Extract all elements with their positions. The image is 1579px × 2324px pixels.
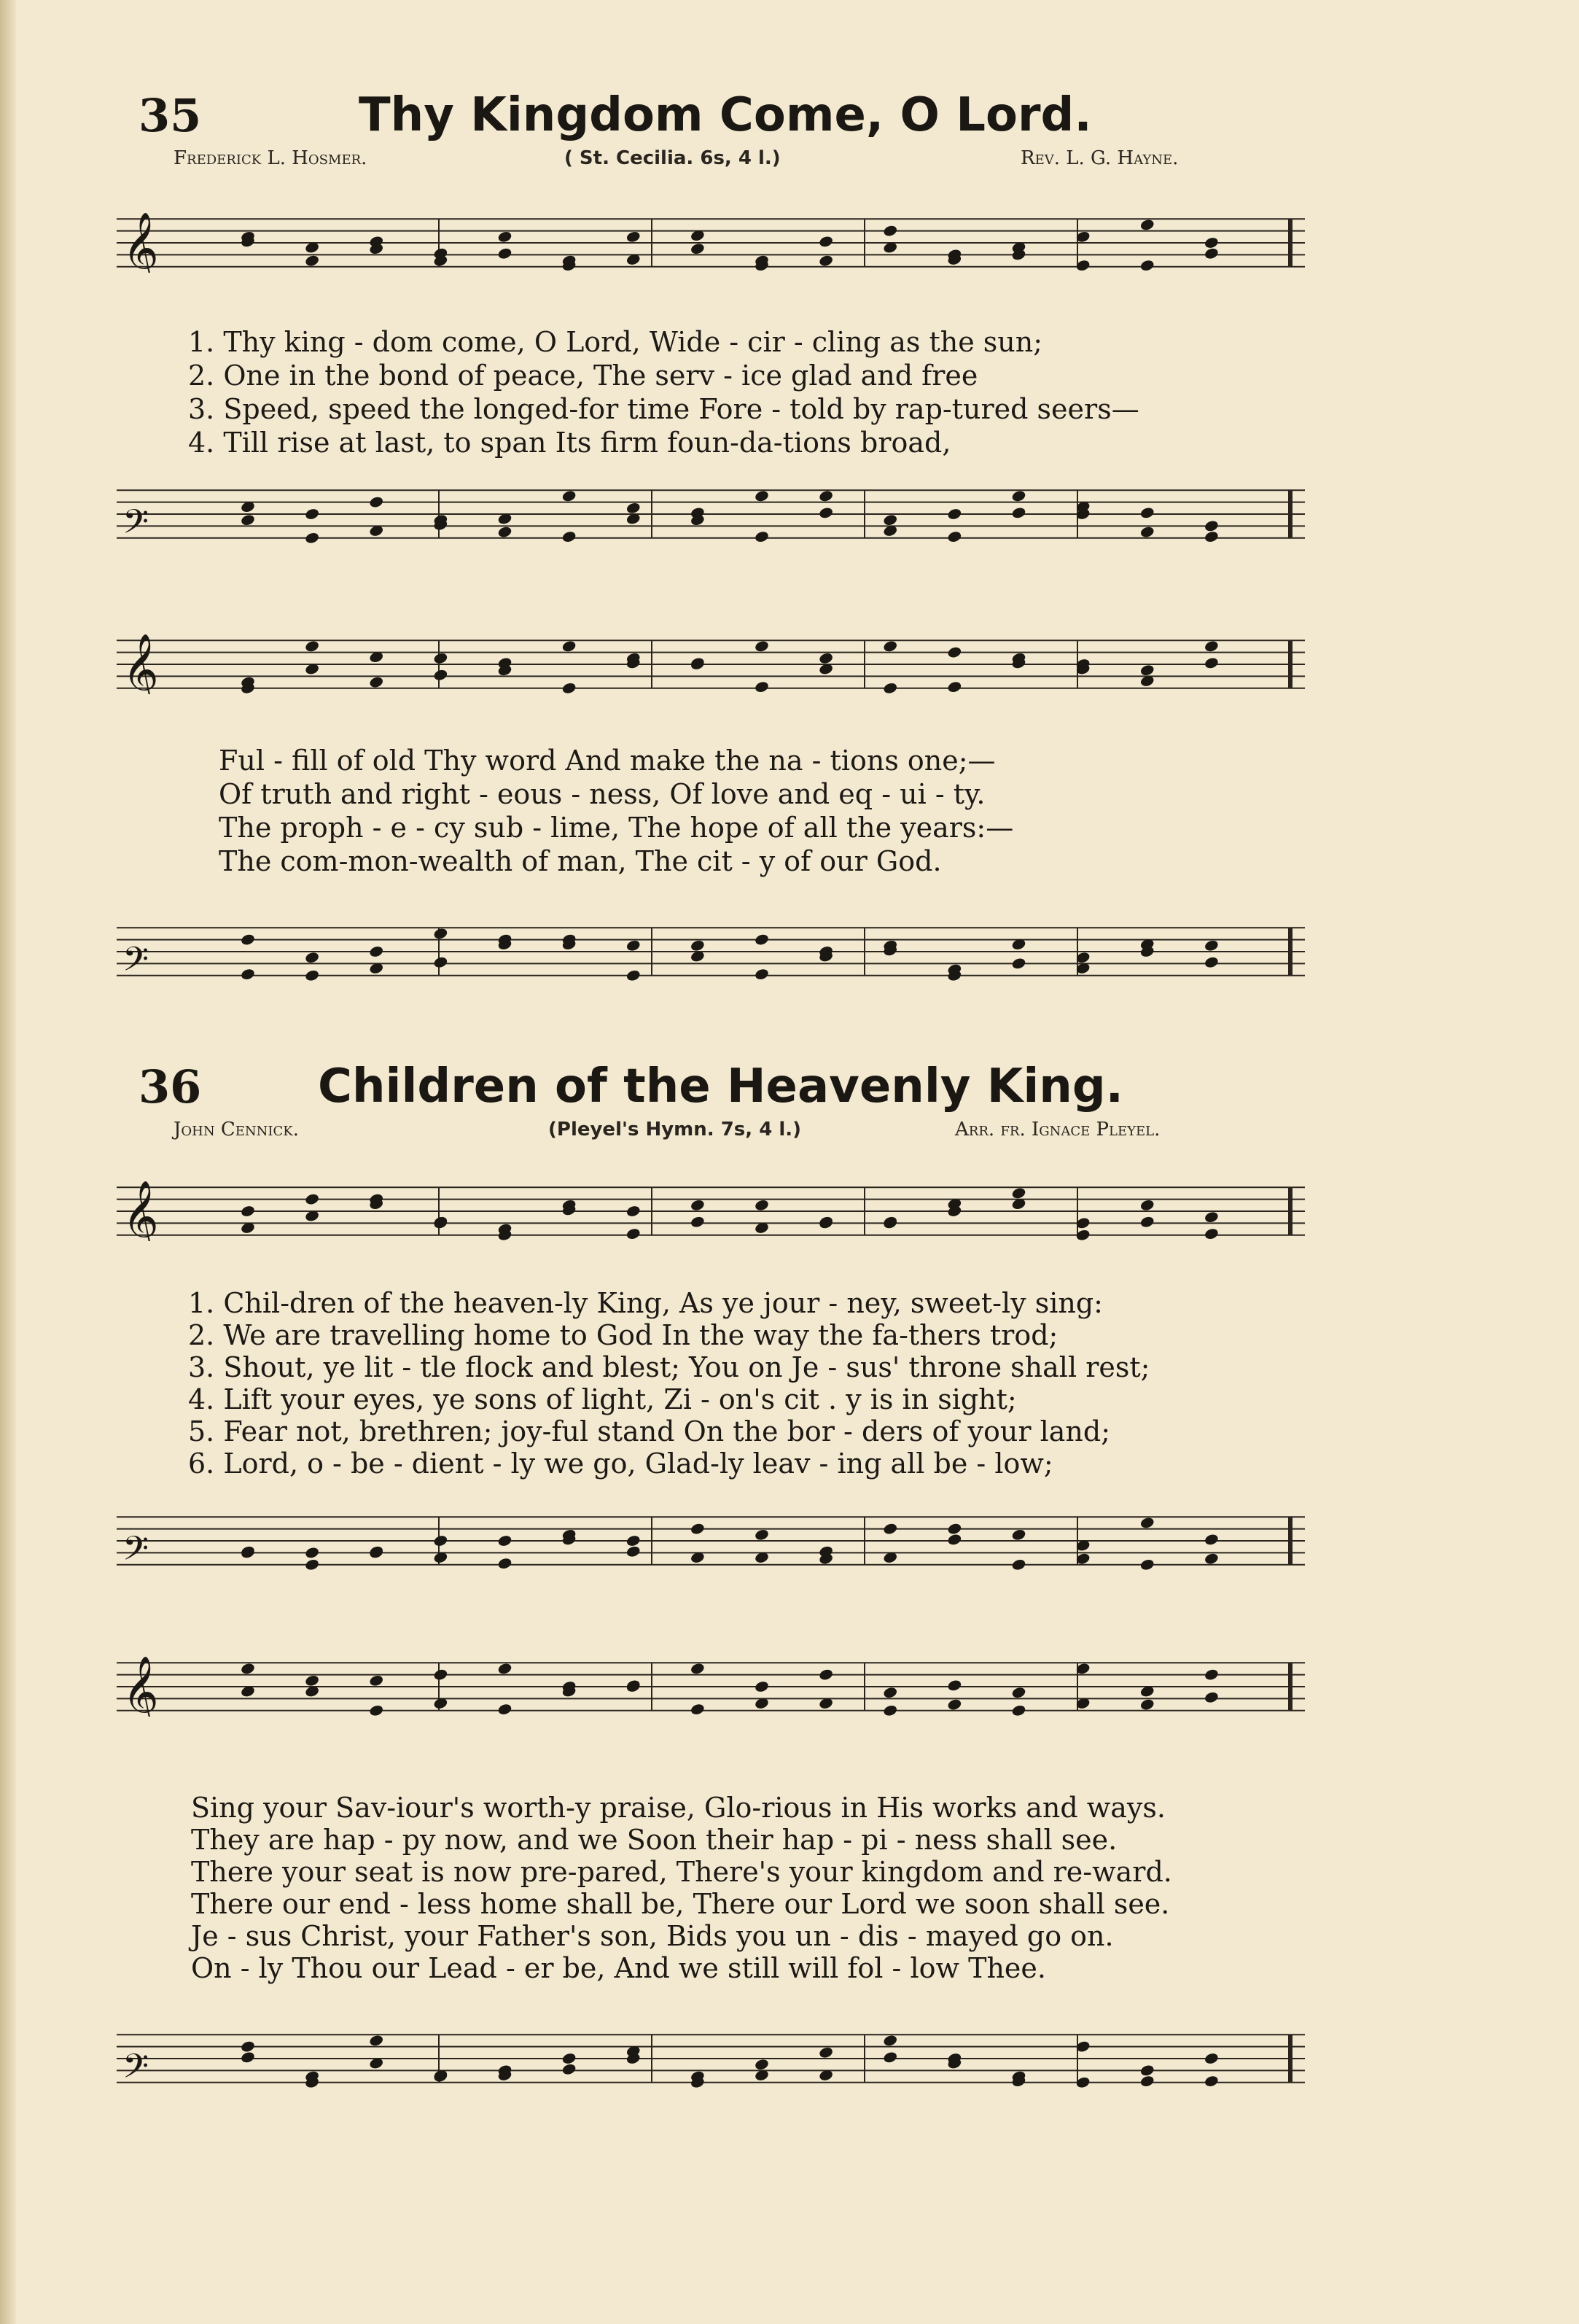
hymn-composer: Rev. L. G. Hayne. bbox=[1021, 147, 1179, 169]
note-head bbox=[625, 502, 641, 515]
note-head bbox=[818, 1668, 833, 1681]
note-head bbox=[754, 2058, 769, 2071]
note-head bbox=[1139, 1558, 1155, 1571]
note-head bbox=[1139, 1199, 1155, 1212]
note-head bbox=[1204, 939, 1219, 952]
note-head bbox=[1139, 1216, 1155, 1229]
note-head bbox=[1011, 506, 1026, 519]
lyric-line: 4. Till rise at last, to span Its firm foun-da-tions broad, bbox=[188, 427, 951, 459]
note-head bbox=[1139, 218, 1155, 231]
note-head bbox=[304, 1558, 319, 1571]
note-head bbox=[240, 933, 255, 946]
note-head bbox=[497, 1662, 512, 1675]
note-head bbox=[690, 1703, 705, 1716]
note-head bbox=[754, 640, 769, 653]
note-head bbox=[369, 1674, 384, 1687]
note-head bbox=[304, 1546, 319, 1559]
lyric-line: 1. Chil-dren of the heaven-ly King, As ye jour - ney, sweet-ly sing: bbox=[188, 1287, 1103, 1319]
treble-clef-icon: 𝄞 bbox=[122, 634, 159, 694]
note-head bbox=[947, 680, 962, 693]
lyric-line: 2. One in the bond of peace, The serv - ice glad and free bbox=[188, 360, 978, 392]
note-head bbox=[947, 1533, 962, 1546]
note-head bbox=[433, 927, 448, 940]
note-head bbox=[497, 1703, 512, 1716]
lyric-line: 4. Lift your eyes, ye sons of light, Zi - on's cit . y is in sight; bbox=[188, 1383, 1017, 1415]
note-head bbox=[690, 242, 705, 255]
hymn-author: John Cennick. bbox=[174, 1119, 300, 1140]
lyric-line: 3. Shout, ye lit - tle flock and blest; You on Je - sus' throne shall rest; bbox=[188, 1351, 1150, 1383]
note-head bbox=[754, 1680, 769, 1693]
note-head bbox=[304, 1192, 319, 1205]
note-head bbox=[690, 1216, 705, 1229]
note-head bbox=[754, 1528, 769, 1542]
note-head bbox=[497, 1534, 512, 1547]
bass-clef-icon: 𝄢 bbox=[122, 1529, 149, 1571]
note-head bbox=[754, 968, 769, 981]
note-head bbox=[240, 513, 255, 526]
note-head bbox=[561, 640, 577, 653]
note-head bbox=[1204, 1552, 1219, 1565]
note-head bbox=[1204, 519, 1219, 532]
staff-drawing bbox=[117, 634, 1305, 694]
note-head bbox=[754, 680, 769, 693]
note-head bbox=[240, 1545, 255, 1558]
music-staff-bass bbox=[117, 484, 1305, 544]
note-head bbox=[883, 682, 898, 694]
note-head bbox=[497, 230, 512, 244]
note-head bbox=[240, 968, 255, 981]
hymn-tune: (Pleyel's Hymn. 7s, 4 l.) bbox=[548, 1119, 802, 1140]
staff-drawing bbox=[117, 922, 1305, 982]
lyric-line: 6. Lord, o - be - dient - ly we go, Glad-ly leav - ing all be - low; bbox=[188, 1447, 1053, 1480]
note-head bbox=[818, 489, 833, 502]
music-staff-treble bbox=[117, 213, 1305, 273]
note-head bbox=[369, 2034, 384, 2047]
note-head bbox=[1139, 664, 1155, 677]
note-head bbox=[1139, 1698, 1155, 1711]
note-head bbox=[433, 669, 448, 682]
bass-clef-icon: 𝄢 bbox=[122, 502, 149, 544]
note-head bbox=[369, 1545, 384, 1558]
staff-drawing bbox=[117, 2029, 1305, 2088]
note-head bbox=[1204, 656, 1219, 669]
note-head bbox=[625, 230, 641, 244]
note-head bbox=[1204, 640, 1219, 653]
lyric-line: On - ly Thou our Lead - er be, And we still will fol - low Thee. bbox=[191, 1952, 1046, 1984]
lyric-line: Sing your Sav-iour's worth-y praise, Glo-rious in His works and ways. bbox=[191, 1792, 1166, 1824]
note-head bbox=[369, 1704, 384, 1717]
note-head bbox=[625, 1545, 641, 1558]
page-binding-edge bbox=[0, 0, 16, 2324]
staff-drawing bbox=[117, 1511, 1305, 1571]
note-head bbox=[497, 247, 512, 260]
note-head bbox=[818, 235, 833, 248]
note-head bbox=[690, 1522, 705, 1535]
lyric-line: Ful - fill of old Thy word And make the na - tions one;— bbox=[219, 745, 996, 777]
note-head bbox=[883, 2051, 898, 2064]
note-head bbox=[561, 2052, 577, 2065]
note-head bbox=[240, 2040, 255, 2053]
note-head bbox=[690, 1662, 705, 1675]
note-head bbox=[883, 224, 898, 237]
note-head bbox=[1139, 525, 1155, 538]
note-head bbox=[947, 530, 962, 543]
note-head bbox=[1011, 957, 1026, 970]
note-head bbox=[1011, 1528, 1026, 1542]
hymn-title: Children of the Heavenly King. bbox=[318, 1060, 1123, 1114]
note-head bbox=[433, 1668, 448, 1681]
lyric-line: The proph - e - cy sub - lime, The hope of all the years:— bbox=[219, 812, 1014, 844]
note-head bbox=[883, 1522, 898, 1535]
note-head bbox=[818, 2046, 833, 2059]
note-head bbox=[818, 254, 833, 267]
note-head bbox=[369, 495, 384, 508]
note-head bbox=[1204, 2075, 1219, 2088]
treble-clef-icon: 𝄞 bbox=[122, 1181, 159, 1241]
note-head bbox=[1011, 489, 1026, 502]
note-head bbox=[947, 1679, 962, 1692]
note-head bbox=[1204, 530, 1219, 543]
note-head bbox=[883, 2034, 898, 2047]
note-head bbox=[433, 956, 448, 969]
note-head bbox=[561, 682, 577, 694]
lyric-line: They are hap - py now, and we Soon their hap - pi - ness shall see. bbox=[191, 1824, 1118, 1856]
hymn-author: Frederick L. Hosmer. bbox=[174, 147, 367, 169]
note-head bbox=[497, 525, 512, 538]
hymn-tune: ( St. Cecilia. 6s, 4 l.) bbox=[564, 147, 781, 169]
note-head bbox=[690, 656, 705, 669]
note-head bbox=[1204, 1691, 1219, 1704]
note-head bbox=[883, 640, 898, 653]
note-head bbox=[690, 939, 705, 952]
lyric-line: 5. Fear not, brethren; joy-ful stand On the bor - ders of your land; bbox=[188, 1415, 1111, 1447]
lyric-line: There your seat is now pre-pared, There's your kingdom and re-ward. bbox=[191, 1856, 1172, 1888]
note-head bbox=[754, 933, 769, 946]
note-head bbox=[883, 513, 898, 526]
note-head bbox=[754, 1199, 769, 1212]
lyric-line: 2. We are travelling home to God In the way the fa-thers trod; bbox=[188, 1319, 1058, 1351]
staff-drawing bbox=[117, 213, 1305, 273]
note-head bbox=[690, 1199, 705, 1212]
note-head bbox=[433, 652, 448, 665]
lyric-line: 3. Speed, speed the longed-for time Fore - told by rap-tured seers— bbox=[188, 393, 1139, 425]
note-head bbox=[947, 1698, 962, 1711]
note-head bbox=[1139, 2064, 1155, 2077]
hymn-composer: Arr. fr. Ignace Pleyel. bbox=[955, 1119, 1161, 1140]
hymn-number: 36 bbox=[139, 1060, 202, 1114]
note-head bbox=[1204, 1668, 1219, 1681]
lyric-line: Of truth and right - eous - ness, Of love and eq - ui - ty. bbox=[219, 778, 986, 810]
note-head bbox=[883, 1704, 898, 1717]
note-head bbox=[304, 254, 319, 267]
note-head bbox=[497, 1557, 512, 1570]
note-head bbox=[625, 1534, 641, 1547]
note-head bbox=[883, 1686, 898, 1699]
note-head bbox=[304, 969, 319, 982]
note-head bbox=[1204, 956, 1219, 969]
note-head bbox=[1204, 1533, 1219, 1546]
note-head bbox=[304, 508, 319, 521]
bass-clef-icon: 𝄢 bbox=[122, 2047, 149, 2088]
note-head bbox=[1204, 236, 1219, 249]
note-head bbox=[561, 530, 577, 543]
staff-drawing bbox=[117, 484, 1305, 544]
note-head bbox=[625, 939, 641, 952]
music-staff-bass bbox=[117, 2029, 1305, 2088]
note-head bbox=[561, 2063, 577, 2076]
note-head bbox=[1204, 247, 1219, 260]
note-head bbox=[1139, 2075, 1155, 2088]
note-head bbox=[433, 1216, 448, 1229]
note-head bbox=[947, 508, 962, 521]
lyric-line: 1. Thy king - dom come, O Lord, Wide - cir - cling as the sun; bbox=[188, 326, 1043, 358]
note-head bbox=[625, 969, 641, 982]
lyric-line: There our end - less home shall be, There our Lord we soon shall see. bbox=[191, 1888, 1170, 1920]
note-head bbox=[1204, 2052, 1219, 2065]
note-head bbox=[1139, 506, 1155, 519]
note-head bbox=[304, 532, 319, 544]
note-head bbox=[754, 489, 769, 502]
staff-drawing bbox=[117, 1657, 1305, 1717]
music-staff-treble bbox=[117, 634, 1305, 694]
note-head bbox=[1139, 1516, 1155, 1529]
note-head bbox=[304, 951, 319, 964]
note-head bbox=[947, 645, 962, 658]
treble-clef-icon: 𝄞 bbox=[122, 213, 159, 273]
note-head bbox=[1011, 1558, 1026, 1571]
note-head bbox=[369, 675, 384, 688]
note-head bbox=[240, 1205, 255, 1218]
note-head bbox=[304, 640, 319, 653]
note-head bbox=[561, 489, 577, 502]
lyric-line: The com-mon-wealth of man, The cit - y of our God. bbox=[219, 845, 942, 877]
note-head bbox=[625, 1227, 641, 1240]
note-head bbox=[369, 945, 384, 958]
note-head bbox=[1139, 259, 1155, 272]
hymn-number: 35 bbox=[139, 89, 202, 142]
note-head bbox=[818, 652, 833, 665]
note-head bbox=[433, 1534, 448, 1547]
treble-clef-icon: 𝄞 bbox=[122, 1657, 159, 1717]
note-head bbox=[1204, 1227, 1219, 1240]
staff-drawing bbox=[117, 1181, 1305, 1241]
note-head bbox=[754, 530, 769, 543]
note-head bbox=[304, 1674, 319, 1687]
bass-clef-icon: 𝄢 bbox=[122, 940, 149, 982]
note-head bbox=[818, 1216, 833, 1229]
note-head bbox=[240, 1662, 255, 1675]
music-staff-bass bbox=[117, 922, 1305, 982]
note-head bbox=[1011, 1704, 1026, 1717]
note-head bbox=[240, 2051, 255, 2064]
note-head bbox=[947, 1522, 962, 1535]
music-staff-treble bbox=[117, 1181, 1305, 1241]
note-head bbox=[625, 1205, 641, 1218]
note-head bbox=[1011, 1186, 1026, 1200]
music-staff-treble bbox=[117, 1657, 1305, 1717]
lyric-line: Je - sus Christ, your Father's son, Bids you un - dis - mayed go on. bbox=[191, 1920, 1114, 1952]
note-head bbox=[625, 1679, 641, 1692]
note-head bbox=[818, 506, 833, 519]
hymn-title: Thy Kingdom Come, O Lord. bbox=[359, 88, 1092, 142]
note-head bbox=[1204, 1210, 1219, 1224]
music-staff-bass bbox=[117, 1511, 1305, 1571]
note-head bbox=[883, 1216, 898, 1229]
note-head bbox=[1011, 1686, 1026, 1699]
